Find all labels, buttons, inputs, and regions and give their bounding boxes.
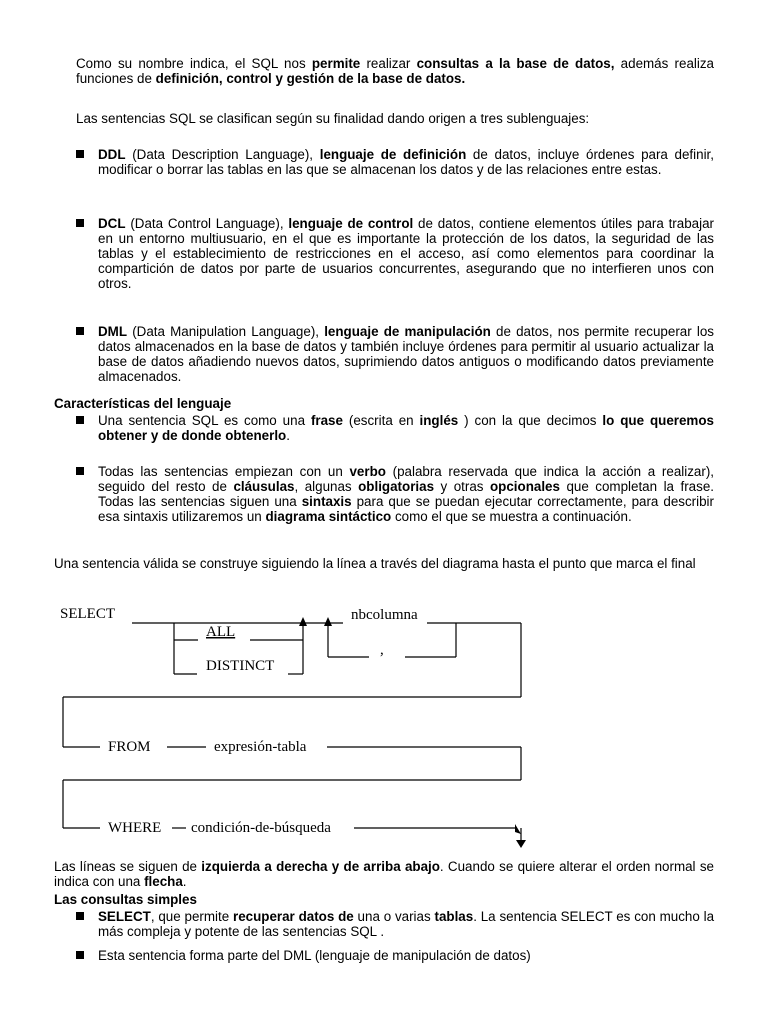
text-run: Esta sentencia forma parte del DML (lenguaje de manipulación de datos) bbox=[98, 948, 531, 963]
bold-run: inglés bbox=[419, 413, 459, 428]
bold-run: frase bbox=[310, 413, 343, 428]
condicion-label: condición-de-búsqueda bbox=[191, 820, 331, 836]
text-run: Una sentencia válida se construye siguiendo la línea a través del diagrama hasta el punto que marca el final bbox=[54, 556, 696, 571]
text-run: , algunas bbox=[294, 479, 359, 494]
text-run: que completan la frase. Todas las sentencias siguen una bbox=[98, 479, 714, 509]
simple-queries-item-1 bbox=[98, 909, 714, 939]
text-run: , que permite bbox=[150, 909, 233, 924]
text-run: . Cuando se quiere alterar el orden normal se indica con una bbox=[54, 859, 714, 889]
dml-list-item bbox=[98, 324, 714, 384]
bullet-icon bbox=[76, 416, 84, 424]
text-run: (escrita en bbox=[342, 413, 420, 428]
classification-paragraph bbox=[76, 111, 714, 126]
bold-run: diagrama sintáctico bbox=[265, 509, 392, 524]
text-run: (Data Control Language), bbox=[125, 216, 289, 231]
from-keyword: FROM bbox=[108, 739, 151, 755]
bold-run: permite bbox=[311, 56, 361, 71]
bold-run: lenguaje de definición bbox=[319, 147, 467, 162]
text-run: y otras bbox=[434, 479, 490, 494]
bold-run: recuperar datos de bbox=[232, 909, 354, 924]
ddl-list-item bbox=[98, 147, 714, 177]
characteristics-heading: Características del lenguaje bbox=[54, 396, 232, 411]
text-run: (palabra reservada que indica la acción a realizar), seguido del resto de bbox=[98, 464, 714, 494]
text-run: ) con la que decimos bbox=[458, 413, 603, 428]
text-run: realizar bbox=[360, 56, 417, 71]
expresion-tabla-label: expresión-tabla bbox=[214, 739, 307, 755]
bullet-icon bbox=[76, 150, 84, 158]
bold-run: opcionales bbox=[490, 479, 560, 494]
text-run: Todas las sentencias empiezan con un bbox=[98, 464, 350, 479]
text-run: de datos, nos permite recuperar los datos almacenados en la base de datos y también incluye órdenes para permitir al usuario actualizar la base de datos añadiendo nuevos datos, suprimiendo datos antiguos o modificando datos previamente almacenados. bbox=[98, 324, 714, 384]
lines-order-paragraph bbox=[54, 859, 714, 889]
where-keyword: WHERE bbox=[108, 820, 162, 836]
text-run: Una sentencia SQL es como una bbox=[98, 413, 311, 428]
text-run: para que se puedan ejecutar correctamente, para describir esa sintaxis utilizaremos un bbox=[98, 494, 714, 524]
comma-separator: , bbox=[380, 642, 384, 658]
characteristics-item-2 bbox=[98, 464, 714, 524]
valid-sentence-paragraph bbox=[54, 556, 714, 571]
text-run: Las líneas se siguen de bbox=[54, 859, 202, 874]
bold-run: DCL bbox=[98, 216, 126, 231]
bold-run: DML bbox=[98, 324, 128, 339]
text-run: . La sentencia SELECT es con mucho la más compleja y potente de las sentencias SQL . bbox=[98, 909, 715, 939]
text-run: . bbox=[182, 874, 187, 889]
all-option: ALL bbox=[206, 624, 236, 640]
bold-run: sintaxis bbox=[301, 494, 352, 509]
distinct-option: DISTINCT bbox=[206, 658, 275, 674]
bold-run: tablas bbox=[434, 909, 474, 924]
bold-run: definición, control y gestión de la base de datos. bbox=[155, 71, 466, 86]
simple-queries-item-2 bbox=[98, 948, 714, 963]
intro-paragraph bbox=[76, 56, 714, 86]
text-run: (Data Manipulation Language), bbox=[127, 324, 325, 339]
bold-run: obligatorias bbox=[358, 479, 435, 494]
bold-run: izquierda a derecha y de arriba abajo bbox=[201, 859, 440, 874]
text-run: de datos, incluye órdenes para definir, modificar o borrar las tablas en las que se almacenan los datos y de las relaciones entre estas. bbox=[98, 147, 714, 177]
bullet-icon bbox=[76, 912, 84, 920]
text-run: una o varias bbox=[353, 909, 435, 924]
bold-run: cláusulas bbox=[233, 479, 295, 494]
syntax-diagram bbox=[0, 595, 768, 855]
dcl-list-item bbox=[98, 216, 714, 291]
bold-run: lenguaje de control bbox=[288, 216, 414, 231]
text-run: como el que se muestra a continuación. bbox=[391, 509, 632, 524]
text-run: . bbox=[286, 428, 290, 443]
text-run: Como su nombre indica, el SQL nos bbox=[76, 56, 312, 71]
characteristics-item-1 bbox=[98, 413, 714, 443]
text-run: (Data Description Language), bbox=[125, 147, 320, 162]
simple-queries-heading: Las consultas simples bbox=[54, 892, 197, 907]
nbcolumna-label: nbcolumna bbox=[351, 607, 418, 623]
bullet-icon bbox=[76, 219, 84, 227]
bullet-icon bbox=[76, 951, 84, 959]
text-run: además realiza funciones de bbox=[76, 56, 714, 86]
select-keyword: SELECT bbox=[60, 606, 115, 622]
bullet-icon bbox=[76, 327, 84, 335]
bold-run: consultas a la base de datos, bbox=[416, 56, 615, 71]
bold-run: DDL bbox=[98, 147, 126, 162]
bold-run: lenguaje de manipulación bbox=[324, 324, 491, 339]
bold-run: SELECT bbox=[98, 909, 151, 924]
bold-run: verbo bbox=[349, 464, 386, 479]
bold-run: lo que queremos obtener y de donde obtenerlo bbox=[98, 413, 714, 443]
bold-run: flecha bbox=[144, 874, 183, 889]
text-run: de datos, contiene elementos útiles para trabajar en un entorno multiusuario, en el que es importante la protección de los datos, la seguridad de las tablas y el establecimiento de restricciones en el acceso, así como elementos para coordinar la compartición de datos por parte de usuarios concurrentes, asegurando que no interfieren unos con otros. bbox=[98, 216, 714, 291]
text-run: Las sentencias SQL se clasifican según su finalidad dando origen a tres sublenguajes: bbox=[76, 111, 590, 126]
bullet-icon bbox=[76, 467, 84, 475]
